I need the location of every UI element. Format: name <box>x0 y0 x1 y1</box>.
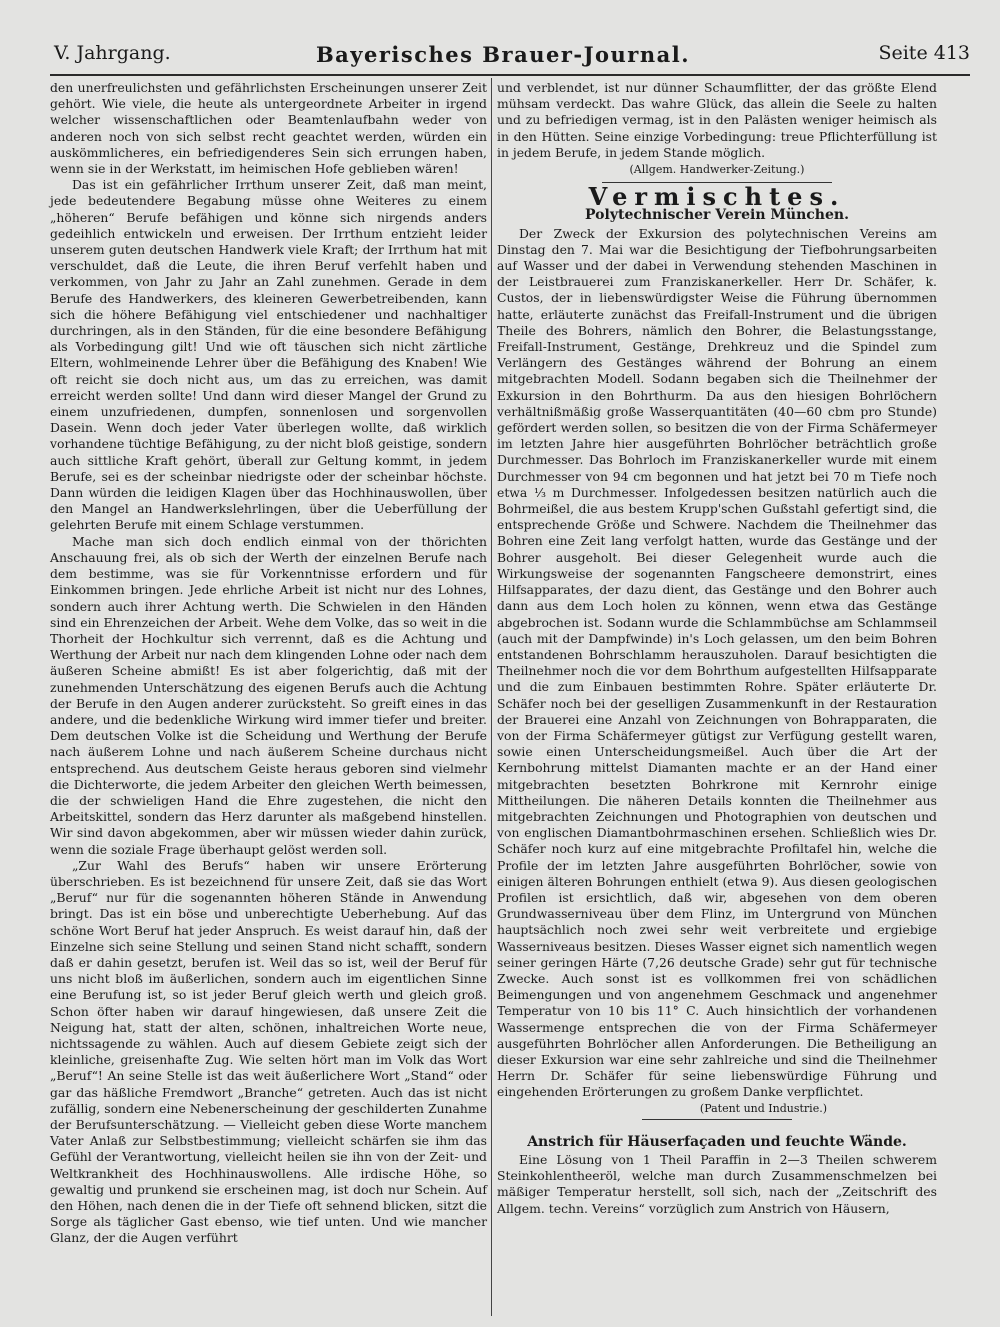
article-paragraph: Das ist ein gefährlicher Irrthum unserer Zeit, daß man meint, jede bedeutendere Begabung müsse ohne Weiteres zu einem „höheren“ Berufe befähigen und könne sich nirgends anders gedeihlich entwickeln und erweisen. Der Irrthum entzieht leider unserem guten deutschen Handwerk viele Kraft; der Irrthum hat mit verschuldet, daß die Leute, die ihren Beruf verfehlt haben und verkommen, von Jahr zu Jahr an Zahl zunehmen. Gerade in dem Berufe des Handwerkers, des kleineren Gewerbetreibenden, kann sich die höhere Befähigung viel entschiedener und nachhaltiger durchringen, als in den Ständen, für die eine besondere Befähigung als Vorbedingung gilt! Und wie oft täuschen sich nicht zärtliche Eltern, wohlmeinende Lehrer über die Befähigung des Knaben! Wie oft reicht sie doch nicht aus, um das zu erreichen, was damit erreicht werden sollte! Und dann wird dieser Mangel der Grund zu einem unzufriedenen, dumpfen, sonnenlosen und sorgenvollen Dasein. Wenn doch jeder Vater überlegen wollte, daß wirklich vorhandene tüchtige Befähigung, zu der nicht bloß geistige, sondern auch sittliche Kraft gehört, überall zur Geltung kommt, in jedem Berufe, sei es der scheinbar niedrigste oder der scheinbar höchste. Dann würden die leidigen Klagen über das Hochhinauswollen, über den Mangel an Handwerkslehrlingen, über die Ueberfüllung der gelehrten Berufe mit einem Schlage verstummen. <box>50 177 487 533</box>
right-column <box>497 80 937 1217</box>
page-number: Seite 413 <box>878 42 970 64</box>
source-note: (Allgem. Handwerker-Zeitung.) <box>629 163 805 177</box>
article-paragraph: Eine Lösung von 1 Theil Paraffin in 2—3 Theilen schwerem Steinkohlentheeröl, welche man durch Zusammenschmelzen bei mäßiger Temperatur herstellt, soll sich, nach der „Zeitschrift des Allgem. techn. Vereins“ vorzüglich zum Anstrich von Häusern, <box>497 1152 937 1216</box>
article-title: Polytechnischer Verein München. <box>585 207 849 224</box>
source-note: (Patent und Industrie.) <box>699 1101 827 1115</box>
left-column <box>50 80 487 1247</box>
article-paragraph: Mache man sich doch endlich einmal von der thörichten Anschauung frei, als ob sich der Werth der einzelnen Berufe nach dem bestimme, was sie für Vorkenntnisse erfordern und für Einkommen bringen. Jede ehrliche Arbeit ist nicht nur des Lohnes, sondern auch ihrer Achtung werth. Die Schwielen in den Händen sind ein Ehrenzeichen der Arbeit. Wehe dem Volke, das so weit in die Thorheit der Hochkultur sich verrennt, daß es die Achtung und Werthung der Arbeit nur nach dem klingenden Lohne oder nach dem äußeren Scheine abmißt! Es ist aber folgerichtig, daß mit der zunehmenden Unterschätzung des eigenen Berufs auch die Achtung der Berufe in den Augen anderer zurücksteht. So greift eines in das andere, und die bedenkliche Wirkung wird immer tiefer und breiter. Dem deutschen Volke ist die Scheidung und Werthung der Berufe nach äußerem Lohne und nach äußerem Scheine durchaus nicht entsprechend. Aus deutschem Geiste heraus geboren sind vielmehr die Dichterworte, die jedem Arbeiter den gleichen Werth beimessen, die der schwieligen Hand die Ehre zugestehen, die nicht den Arbeitskittel, sondern das Herz darunter als maßgebend hinstellen. Wir sind davon abgekommen, aber wir müssen wieder dahin zurück, wenn die soziale Frage überhaupt gelöst werden soll. <box>50 533 487 857</box>
section-title: Vermischtes. <box>588 182 846 212</box>
journal-title: Bayerisches Brauer-Journal. <box>315 42 691 67</box>
article-paragraph: Der Zweck der Exkursion des polytechnischen Vereins am Dinstag den 7. Mai war die Besichtigung der Tiefbohrungsarbeiten auf Wasser und der dabei in Verwendung stehenden Maschinen in der Leistbrauerei zum Franziskanerkeller. Herr Dr. Schäfer, k. Custos, der in liebenswürdigster Weise die Führung übernommen hatte, erläuterte zunächst das Freifall-Instrument und die übrigen Theile des Bohrers, nämlich den Bohrer, die Belastungsstange, Freifall-Instrument, Gestänge, Drehkreuz und die Spindel zum Verlängern des Gestänges während der Bohrung an einem mitgebrachten Modell. Sodann begaben sich die Theilnehmer der Exkursion in den Bohrthurm. Da aus den hiesigen Bohrlöchern verhältnißmäßig große Wasserquantitäten (40—60 cbm pro Stunde) gefördert werden sollen, so besitzen die von der Firma Schäfermeyer im letzten Jahre hier ausgeführten Bohrlöcher beträchtlich große Durchmesser. Das Bohrloch im Franziskanerkeller wurde mit einem Durchmesser von 94 cm begonnen und hat jetzt bei 70 m Tiefe noch etwa ⅓ m Durchmesser. Infolgedessen besitzen natürlich auch die Bohrmeißel, die aus bestem Krupp'schen Gußstahl gefertigt sind, die entsprechende Größe und Schwere. Nachdem die Theilnehmer das Bohren eine Zeit lang verfolgt hatten, wurde das Gestänge und der Bohrer ausgeholt. Bei dieser Gelegenheit wurde auch die Wirkungsweise der sogenannten Fangscheere demonstrirt, eines Hilfsapparates, der dazu dient, das Gestänge und den Bohrer auch dann aus dem Loch holen zu können, wenn etwa das Gestänge abgebrochen ist. Sodann wurde die Schlammbüchse am Schlammseil (auch mit der Dampfwinde) in's Loch gelassen, um den beim Bohren entstandenen Bohrschlamm herauszuholen. Darauf besichtigten die Theilnehmer noch die vor dem Bohrthum aufgestellten Hilfsapparate und die zum Einbauen bestimmten Rohre. Später erläuterte Dr. Schäfer noch bei der geselligen Zusammenkunft in der Restauration der Brauerei eine Anzahl von Zeichnungen von Bohrapparaten, die von der Firma Schäfermeyer gütigst zur Verfügung gestellt waren, sowie einen Unterscheidungsmeißel. Auch über die Art der Kernbohrung mittelst Diamanten machte er an der Hand einer mitgebrachten besetzten Bohrkrone mit Kernrohr einige Mittheilungen. Die näheren Details konnten die Theilnehmer aus mitgebrachten Zeichnungen und Photographien von deutschen und von englischen Diamantbohrmaschinen ersehen. Schließlich wies Dr. Schäfer noch kurz auf eine mitgebrachte Profiltafel hin, welche die Profile der im letzten Jahre ausgeführten Bohrlöcher, sowie von einigen älteren Bohrungen enthielt (etwa 9). Aus diesen geologischen Profilen ist ersichtlich, daß wir, abgesehen von dem oberen Grundwasserniveau über dem Flinz, im Untergrund von München hauptsächlich noch zwei sehr weit verbreitete und ergiebige Wasserniveaus besitzen. Dieses Wasser eignet sich namentlich wegen seiner geringen Härte (7,26 deutsche Grade) sehr gut für technische Zwecke. Auch sonst ist es vollkommen frei von schädlichen Beimengungen und von angenehmem Geschmack und angenehmer Temperatur von 10 bis 11° C. Auch hinsichtlich der vorhandenen Wassermenge entsprechen die von der Firma Schäfermeyer ausgeführten Bohrlöcher allen Anforderungen. Die Betheiligung an dieser Exkursion war eine sehr zahlreiche und sind die Theilnehmer Herrn Dr. Schäfer für seine liebenswürdige Führung und eingehenden Erörterungen zu großem Danke verpflichtet. <box>497 225 937 1100</box>
article-paragraph: und verblendet, ist nur dünner Schaumflitter, der das größte Elend mühsam verdeckt. Das wahre Glück, das allein die Seele zu halten und zu befriedigen vermag, ist in den Palästen weniger heimisch als in den Hütten. Seine einzige Vorbedingung: treue Pflichterfüllung ist in jedem Berufe, in jedem Stande möglich. <box>497 80 937 160</box>
volume-label: V. Jahrgang. <box>54 42 171 64</box>
article-paragraph: „Zur Wahl des Berufs“ haben wir unsere Erörterung überschrieben. Es ist bezeichnend für unsere Zeit, daß sie das Wort „Beruf“ nur für die sogenannten höheren Stände in Anwendung bringt. Das ist ein böse und unberechtigte Ueberhebung. Auf das schöne Wort Beruf hat jeder Anspruch. Es weist darauf hin, daß der Einzelne sich seine Stellung und seinen Stand nicht schafft, sondern daß er dahin gesetzt, berufen ist. Weil das so ist, weil der Beruf für uns nicht bloß im äußerlichen, sondern auch im eigentlichen Sinne eine Berufung ist, so ist jeder Beruf gleich werth und gleich groß. Schon öfter haben wir darauf hingewiesen, daß unsere Zeit die Neigung hat, statt der alten, schönen, inhaltreichen Worte neue, nichtssagende zu wählen. Auch auf diesem Gebiete zeigt sich der kleinliche, greisenhafte Zug. Wie selten hört man im Volk das Wort „Beruf“! An seine Stelle ist das weit äußerlichere Wort „Stand“ oder gar das häßliche Fremdwort „Branche“ getreten. Auch das ist nicht zufällig, sondern eine Nebenerscheinung der geschilderten Zunahme der Berufsunterschätzung. — Vielleicht geben diese Worte manchem Vater Anlaß zur Selbstbestimmung; vielleicht schärfen sie ihm das Gefühl der Verantwortung, vielleicht heilen sie ihn von der Zeit- und Weltkrankheit des Hochhinauswollens. Alle irdische Höhe, so gewaltig und prunkend sie erscheinen mag, ist doch nur Schein. Auf den Höhen, nach denen die in der Tiefe oft sehnend blicken, sitzt die Sorge als täglicher Gast ebenso, wie tief unten. Und wie mancher Glanz, der die Augen verführt <box>50 857 487 1246</box>
page-header <box>36 38 970 72</box>
header-rule <box>50 74 970 76</box>
article-rule <box>642 1119 792 1120</box>
article-paragraph: den unerfreulichsten und gefährlichsten Erscheinungen unserer Zeit gehört. Wie viele, die heute als untergeordnete Arbeiter in irgend welcher wissenschaftlichen oder Beamtenlaufbahn weder von anderen noch von sich selbst recht geachtet werden, würden ein auskömmlicheres, ein befriedigenderes Sein sich errungen haben, wenn sie in der Werkstatt, im heimischen Hofe geblieben wären! <box>50 80 487 177</box>
column-divider <box>491 78 492 1316</box>
article-title: Anstrich für Häuserfaçaden und feuchte Wände. <box>527 1133 907 1150</box>
